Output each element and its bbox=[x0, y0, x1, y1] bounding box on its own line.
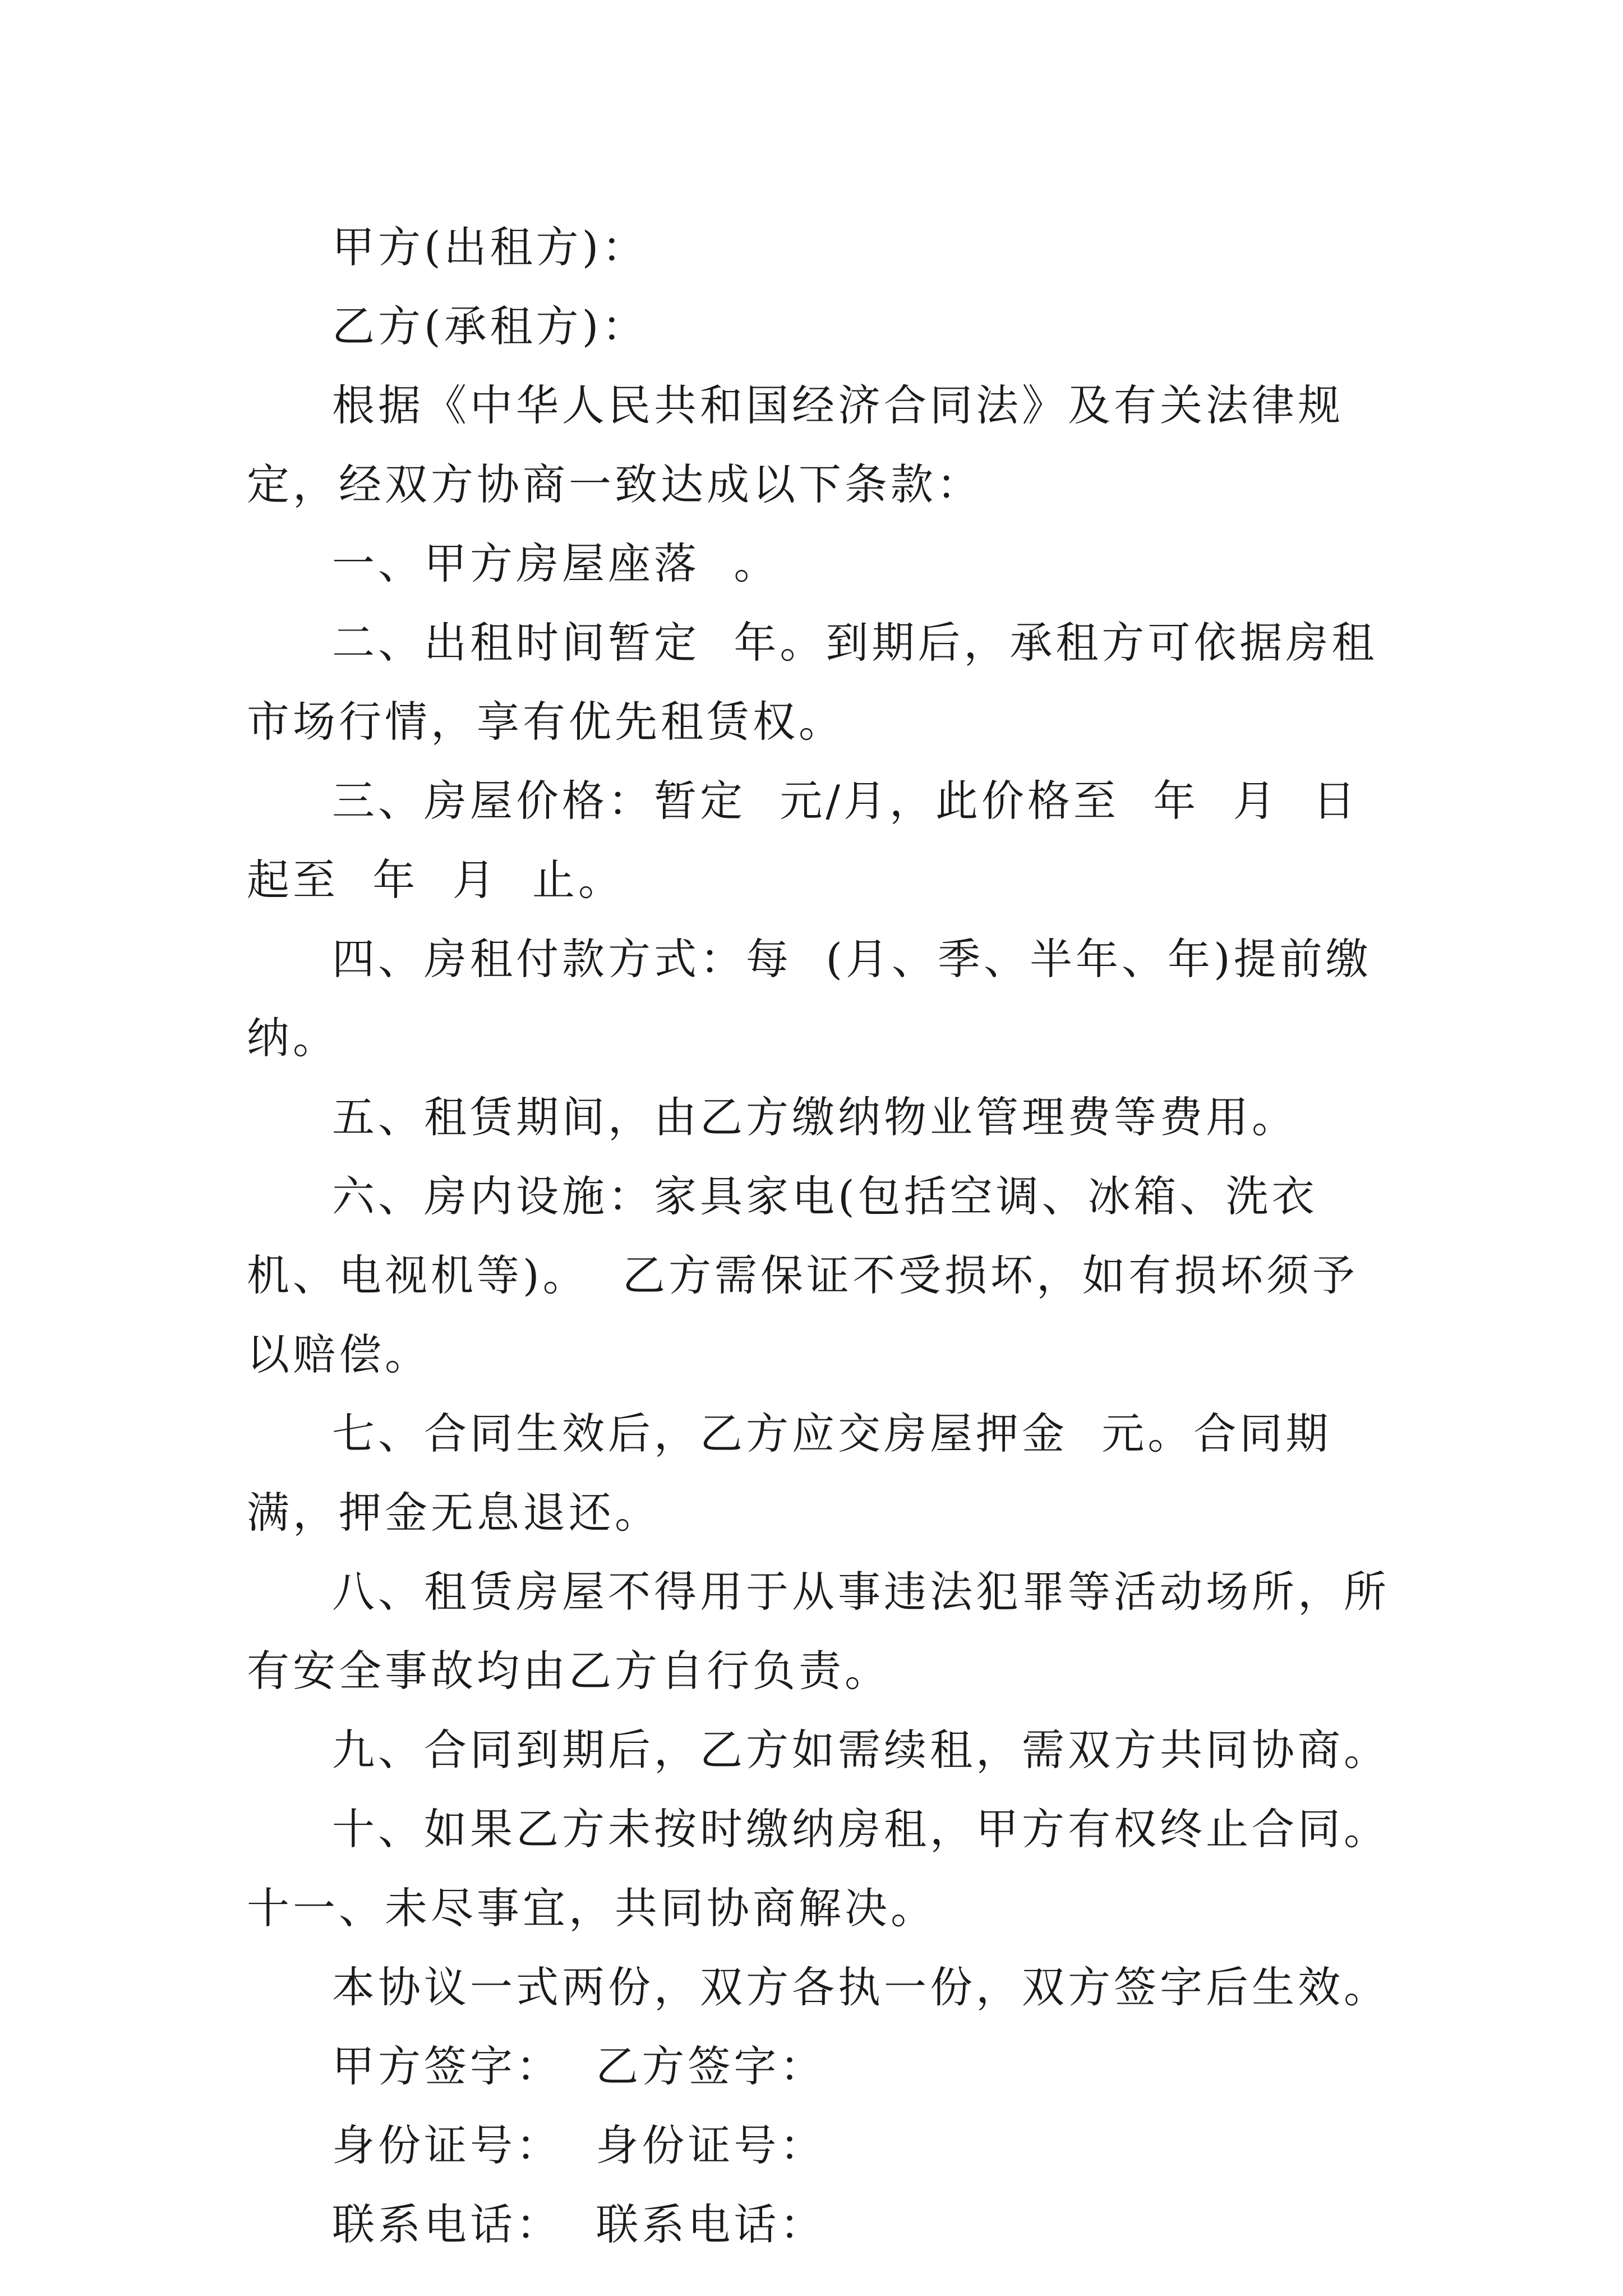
clause-1: 一、甲方房屋座落 。 bbox=[332, 539, 780, 588]
clause-6: 六、房内设施：家具家电(包括空调、冰箱、洗衣机、电视机等)。 乙方需保证不受损坏，如有损坏须予以赔偿。 bbox=[247, 1171, 1358, 1379]
clause-9: 九、合同到期后，乙方如需续租，需双方共同协商。 bbox=[332, 1725, 1390, 1775]
preamble-paragraph: 根据《中华人民共和国经济合同法》及有关法律规定，经双方协商一致达成以下条款： bbox=[247, 380, 1344, 509]
phone-line: 联系电话： 联系电话： bbox=[332, 2200, 826, 2249]
party-b-line: 乙方(承租方)： bbox=[332, 301, 648, 351]
clause-8: 八、租赁房屋不得用于从事违法犯罪等活动场所，所有安全事故均由乙方自行负责。 bbox=[247, 1567, 1390, 1696]
document-body bbox=[247, 208, 1402, 2264]
clause-4: 四、房租付款方式：每 (月、季、半年、年)提前缴纳。 bbox=[247, 934, 1372, 1063]
clause-7: 七、合同生效后，乙方应交房屋押金 元。合同期满，押金无息退还。 bbox=[247, 1409, 1332, 1538]
clause-10: 十、如果乙方未按时缴纳房租，甲方有权终止合同。 bbox=[332, 1804, 1390, 1854]
clause-2: 二、出租时间暂定 年。到期后，承租方可依据房租市场行情，享有优先租赁权。 bbox=[247, 618, 1378, 747]
clause-5: 五、租赁期间，由乙方缴纳物业管理费等费用。 bbox=[332, 1092, 1298, 1142]
id-number-line: 身份证号： 身份证号： bbox=[332, 2120, 826, 2170]
copies-statement: 本协议一式两份，双方各执一份，双方签字后生效。 bbox=[332, 1962, 1390, 2012]
clause-11: 十一、未尽事宜，共同协商解决。 bbox=[247, 1883, 937, 1933]
signature-line: 甲方签字： 乙方签字： bbox=[332, 2041, 826, 2091]
clause-3: 三、房屋价格：暂定 元/月，此价格至 年 月 日起至 年 月 止。 bbox=[247, 776, 1359, 905]
party-a-line: 甲方(出租方)： bbox=[332, 222, 648, 272]
